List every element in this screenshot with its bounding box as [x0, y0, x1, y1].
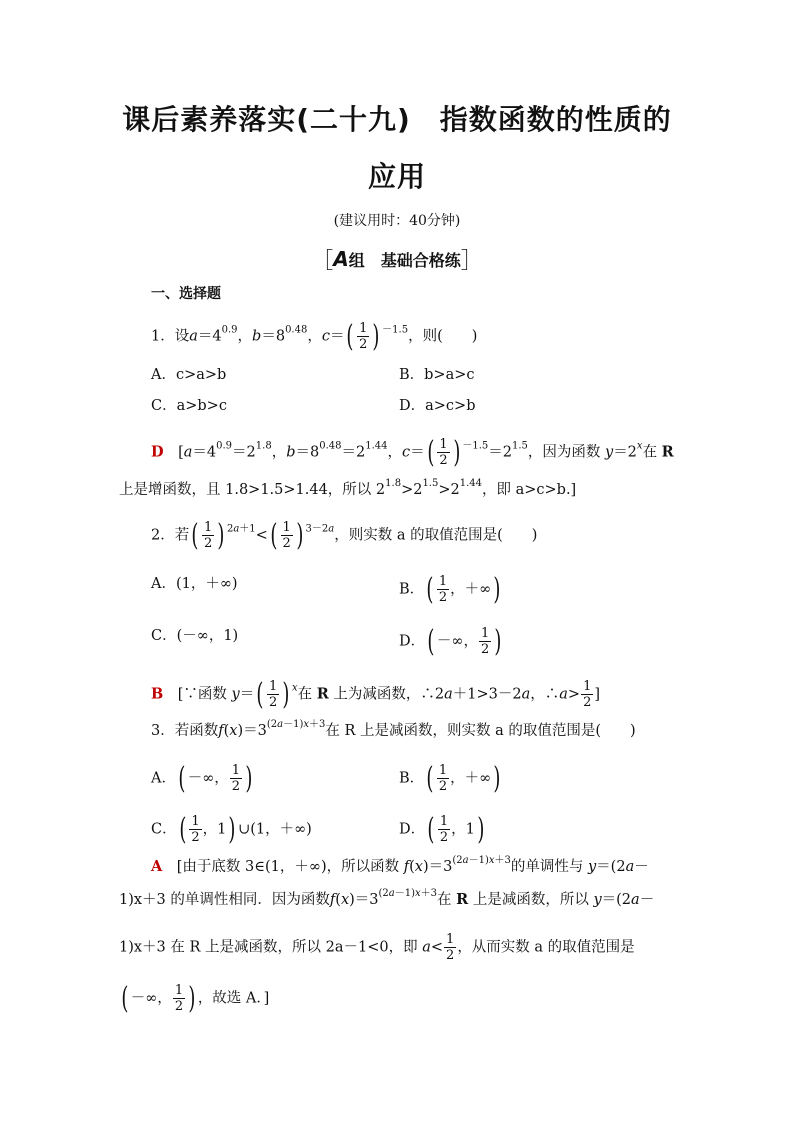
q3-stem: 3．若函数$f(x)=3^{(2a-1)x+3}$在 R 上是减函数，则实数 a 的取值范围是( ): [151, 719, 636, 739]
q2-stem-suffix: ，则实数 a 的取值范围是( ): [334, 527, 538, 544]
page-title-line1: 课后素养落实(二十九) 指数函数的性质的: [122, 103, 672, 136]
q3-explain-line2: 1)x＋3 的单调性相同．因为函数$f(x)=3^{(2a-1)x+3}$在 R 上是减函数，所以 y＝(2a－: [119, 888, 655, 908]
q1-option-d: D．a>c>b: [399, 398, 476, 414]
q1-option-b: B．b>a>c: [399, 367, 475, 383]
time-hint: (建议用时：40分钟): [333, 213, 461, 229]
q1-explain-tail: 上是增函数，且 1.8>1.5>1.44，所以 2: [119, 482, 386, 498]
q3-option-c: C．( $\frac{1}{2}$ ，1) ∪(1，＋∞): [151, 811, 312, 847]
q3-option-b: B．( $\frac{1}{2}$ ，＋∞): [399, 760, 501, 796]
q3-explain-line3: 1)x＋3 在 R 上是减函数，所以 2a－1<0，即 a< $\frac{1}{2}$ ，从而实数 a 的取值范围是: [119, 932, 635, 963]
group-letter: A: [333, 247, 349, 271]
q1-stem-suffix: ，则( ): [408, 328, 478, 345]
q2-option-c: C．(－∞，1): [151, 628, 239, 644]
q1-option-a: A．c>a>b: [151, 367, 227, 383]
group-label: 组 基础合格练: [348, 251, 461, 270]
q2-option-b: B．( $\frac{1}{2}$ ，＋∞): [399, 571, 501, 607]
q3-option-d: D．( $\frac{1}{2}$ ，1): [399, 811, 485, 847]
q3-answer: A: [151, 858, 163, 875]
q1-stem: 1．设$a=4^{0.9}$，$b=8^{0.48}$，c＝( $\frac{1}{2}$ ) $^{-1.5}$，则( ): [151, 318, 478, 354]
q3-stem-suffix: 在 R 上是减函数，则实数 a 的取值范围是( ): [325, 723, 636, 739]
q1-explain-line1: D [$a=4^{0.9}=2^{1.8}$，$b=8^{0.48}=2^{1.44}$，c＝( $\frac{1}{2}$ ) $^{-1.5}=2^{1.5}$，因为函数 $y=2^x$在 R: [151, 434, 674, 470]
q1-answer: D: [151, 443, 164, 461]
q2-answer: B: [151, 685, 164, 703]
q3-stem-prefix: 3．若函数: [151, 723, 219, 739]
group-heading: ［A组 基础合格练］: [311, 247, 483, 274]
q2-explain: B [∵函数 y＝( $\frac{1}{2}$ ) $^x$在 R 上为减函数，∴2a＋1>3－2a，∴a> $\frac{1}{2}$ ]: [151, 676, 601, 712]
q2-stem-prefix: 2．若: [151, 527, 190, 544]
q1-explain-end: ，即 a>c>b.]: [481, 482, 577, 498]
q3-explain-line1: A [由于底数 3∈(1，＋∞)，所以函数 $f(x)=3^{(2a-1)x+3}$的单调性与 y＝(2a－: [151, 855, 649, 875]
q2-option-a: A．(1，＋∞): [151, 576, 238, 592]
q2-stem: 2．若( $\frac{1}{2}$ ) $^{2a+1}$<( $\frac{1}{2}$ ) $^{3-2a}$，则实数 a 的取值范围是( ): [151, 517, 538, 553]
q3-option-a: A．( －∞， $\frac{1}{2}$ ): [151, 760, 253, 796]
section-heading: 一、选择题: [151, 286, 221, 302]
q2-option-d: D．( －∞， $\frac{1}{2}$ ): [399, 623, 502, 659]
q1-explain-line2: 上是增函数，且 1.8>1.5>1.44，所以 $2^{1.8}>2^{1.5}>2^{1.44}$，即 a>c>b.]: [119, 478, 577, 498]
q3-explain-line4: ( －∞， $\frac{1}{2}$ ) ，故选 A．]: [121, 980, 270, 1016]
q1-option-c: C．a>b>c: [151, 398, 227, 414]
q1-stem-prefix: 1．设: [151, 328, 190, 345]
page-title-line2: 应用: [367, 160, 426, 193]
